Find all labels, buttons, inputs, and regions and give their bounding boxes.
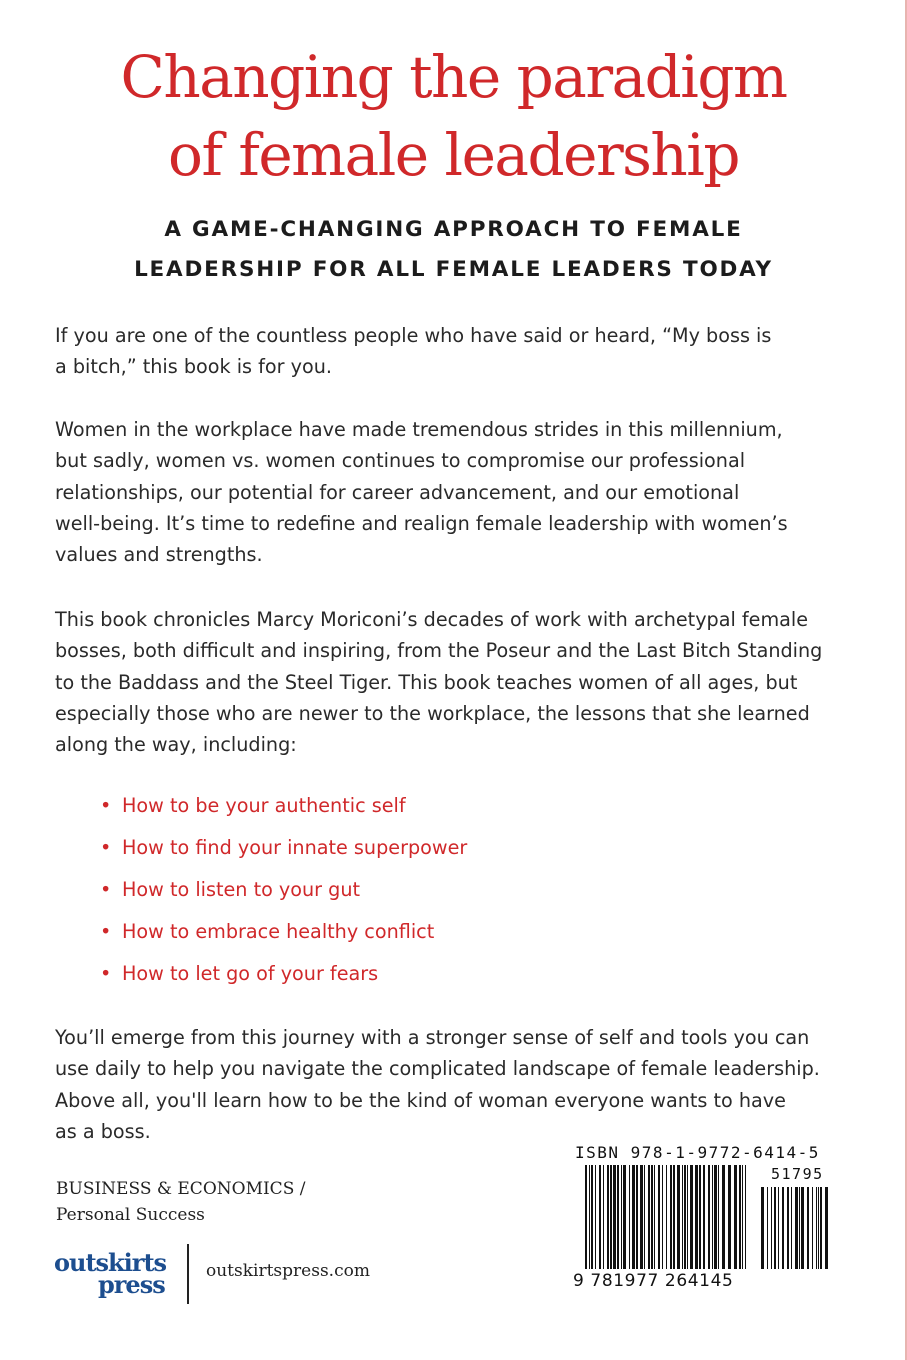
list-item xyxy=(100,790,467,832)
context-paragraph xyxy=(55,414,855,570)
text-line: to the Baddass and the Steel Tiger. This book teaches women of all ages, but xyxy=(55,670,798,694)
bullet-icon: • xyxy=(100,794,112,817)
text-line: Above all, you'll learn how to be the kind of woman everyone wants to have xyxy=(55,1088,786,1112)
publisher-logo: outskirts press xyxy=(54,1248,167,1299)
isbn-label: ISBN 978-1-9772-6414-5 xyxy=(575,1143,820,1162)
text-line: a bitch,” this book is for you. xyxy=(55,355,332,379)
list-item-label: How to find your innate superpower xyxy=(122,836,468,859)
publisher-website: outskirtspress.com xyxy=(206,1261,370,1281)
category-line-2: Personal Success xyxy=(56,1205,205,1225)
chronicle-paragraph xyxy=(55,604,855,760)
subheading-line-1: A GAME-CHANGING APPROACH TO FEMALE xyxy=(164,217,743,242)
bullet-icon: • xyxy=(100,836,112,859)
headline-line-2: of female leadership xyxy=(168,121,739,189)
text-line: along the way, including: xyxy=(55,733,297,757)
barcode-digits: 9 781977 264145 xyxy=(573,1271,734,1291)
text-line: use daily to help you navigate the complicated landscape of female leadership. xyxy=(55,1057,820,1081)
closing-paragraph xyxy=(55,1022,855,1147)
list-item xyxy=(100,832,467,874)
bullet-icon: • xyxy=(100,962,112,985)
list-item xyxy=(100,958,467,1000)
text-line: If you are one of the countless people who have said or heard, “My boss is xyxy=(55,324,772,347)
category-line-1: BUSINESS & ECONOMICS / xyxy=(56,1179,306,1199)
price-code: 51795 xyxy=(771,1165,824,1183)
book-category xyxy=(56,1176,305,1228)
text-line: Women in the workplace have made tremendous strides in this millennium, xyxy=(55,418,783,441)
isbn-barcode xyxy=(565,1143,833,1295)
headline-line-1: Changing the paradigm xyxy=(120,43,787,111)
text-line: This book chronicles Marcy Moriconi’s decades of work with archetypal female xyxy=(55,608,809,631)
list-item xyxy=(100,916,467,958)
subheading xyxy=(0,210,907,290)
text-line: but sadly, women vs. women continues to compromise our professional xyxy=(55,449,746,473)
text-line: values and strengths. xyxy=(55,543,263,567)
lessons-list xyxy=(100,790,467,1000)
text-line: relationships, our potential for career advancement, and our emotional xyxy=(55,480,740,504)
list-item-label: How to listen to your gut xyxy=(122,878,361,901)
text-line: especially those who are newer to the workplace, the lessons that she learned xyxy=(55,701,810,725)
bullet-icon: • xyxy=(100,878,112,901)
bullet-icon: • xyxy=(100,920,112,943)
intro-paragraph xyxy=(55,320,855,383)
text-line: You’ll emerge from this journey with a stronger sense of self and tools you can xyxy=(55,1026,810,1049)
list-item-label: How to embrace healthy conflict xyxy=(122,920,435,943)
barcode-bars xyxy=(565,1161,833,1271)
list-item xyxy=(100,874,467,916)
text-line: bosses, both difficult and inspiring, from the Poseur and the Last Bitch Standing xyxy=(55,639,823,663)
headline xyxy=(0,38,907,194)
divider xyxy=(187,1244,189,1304)
list-item-label: How to let go of your fears xyxy=(122,962,379,985)
subheading-line-2: LEADERSHIP FOR ALL FEMALE LEADERS TODAY xyxy=(134,257,773,282)
list-item-label: How to be your authentic self xyxy=(122,794,406,817)
text-line: well-being. It’s time to redefine and realign female leadership with women’s xyxy=(55,511,788,535)
text-line: as a boss. xyxy=(55,1119,151,1143)
